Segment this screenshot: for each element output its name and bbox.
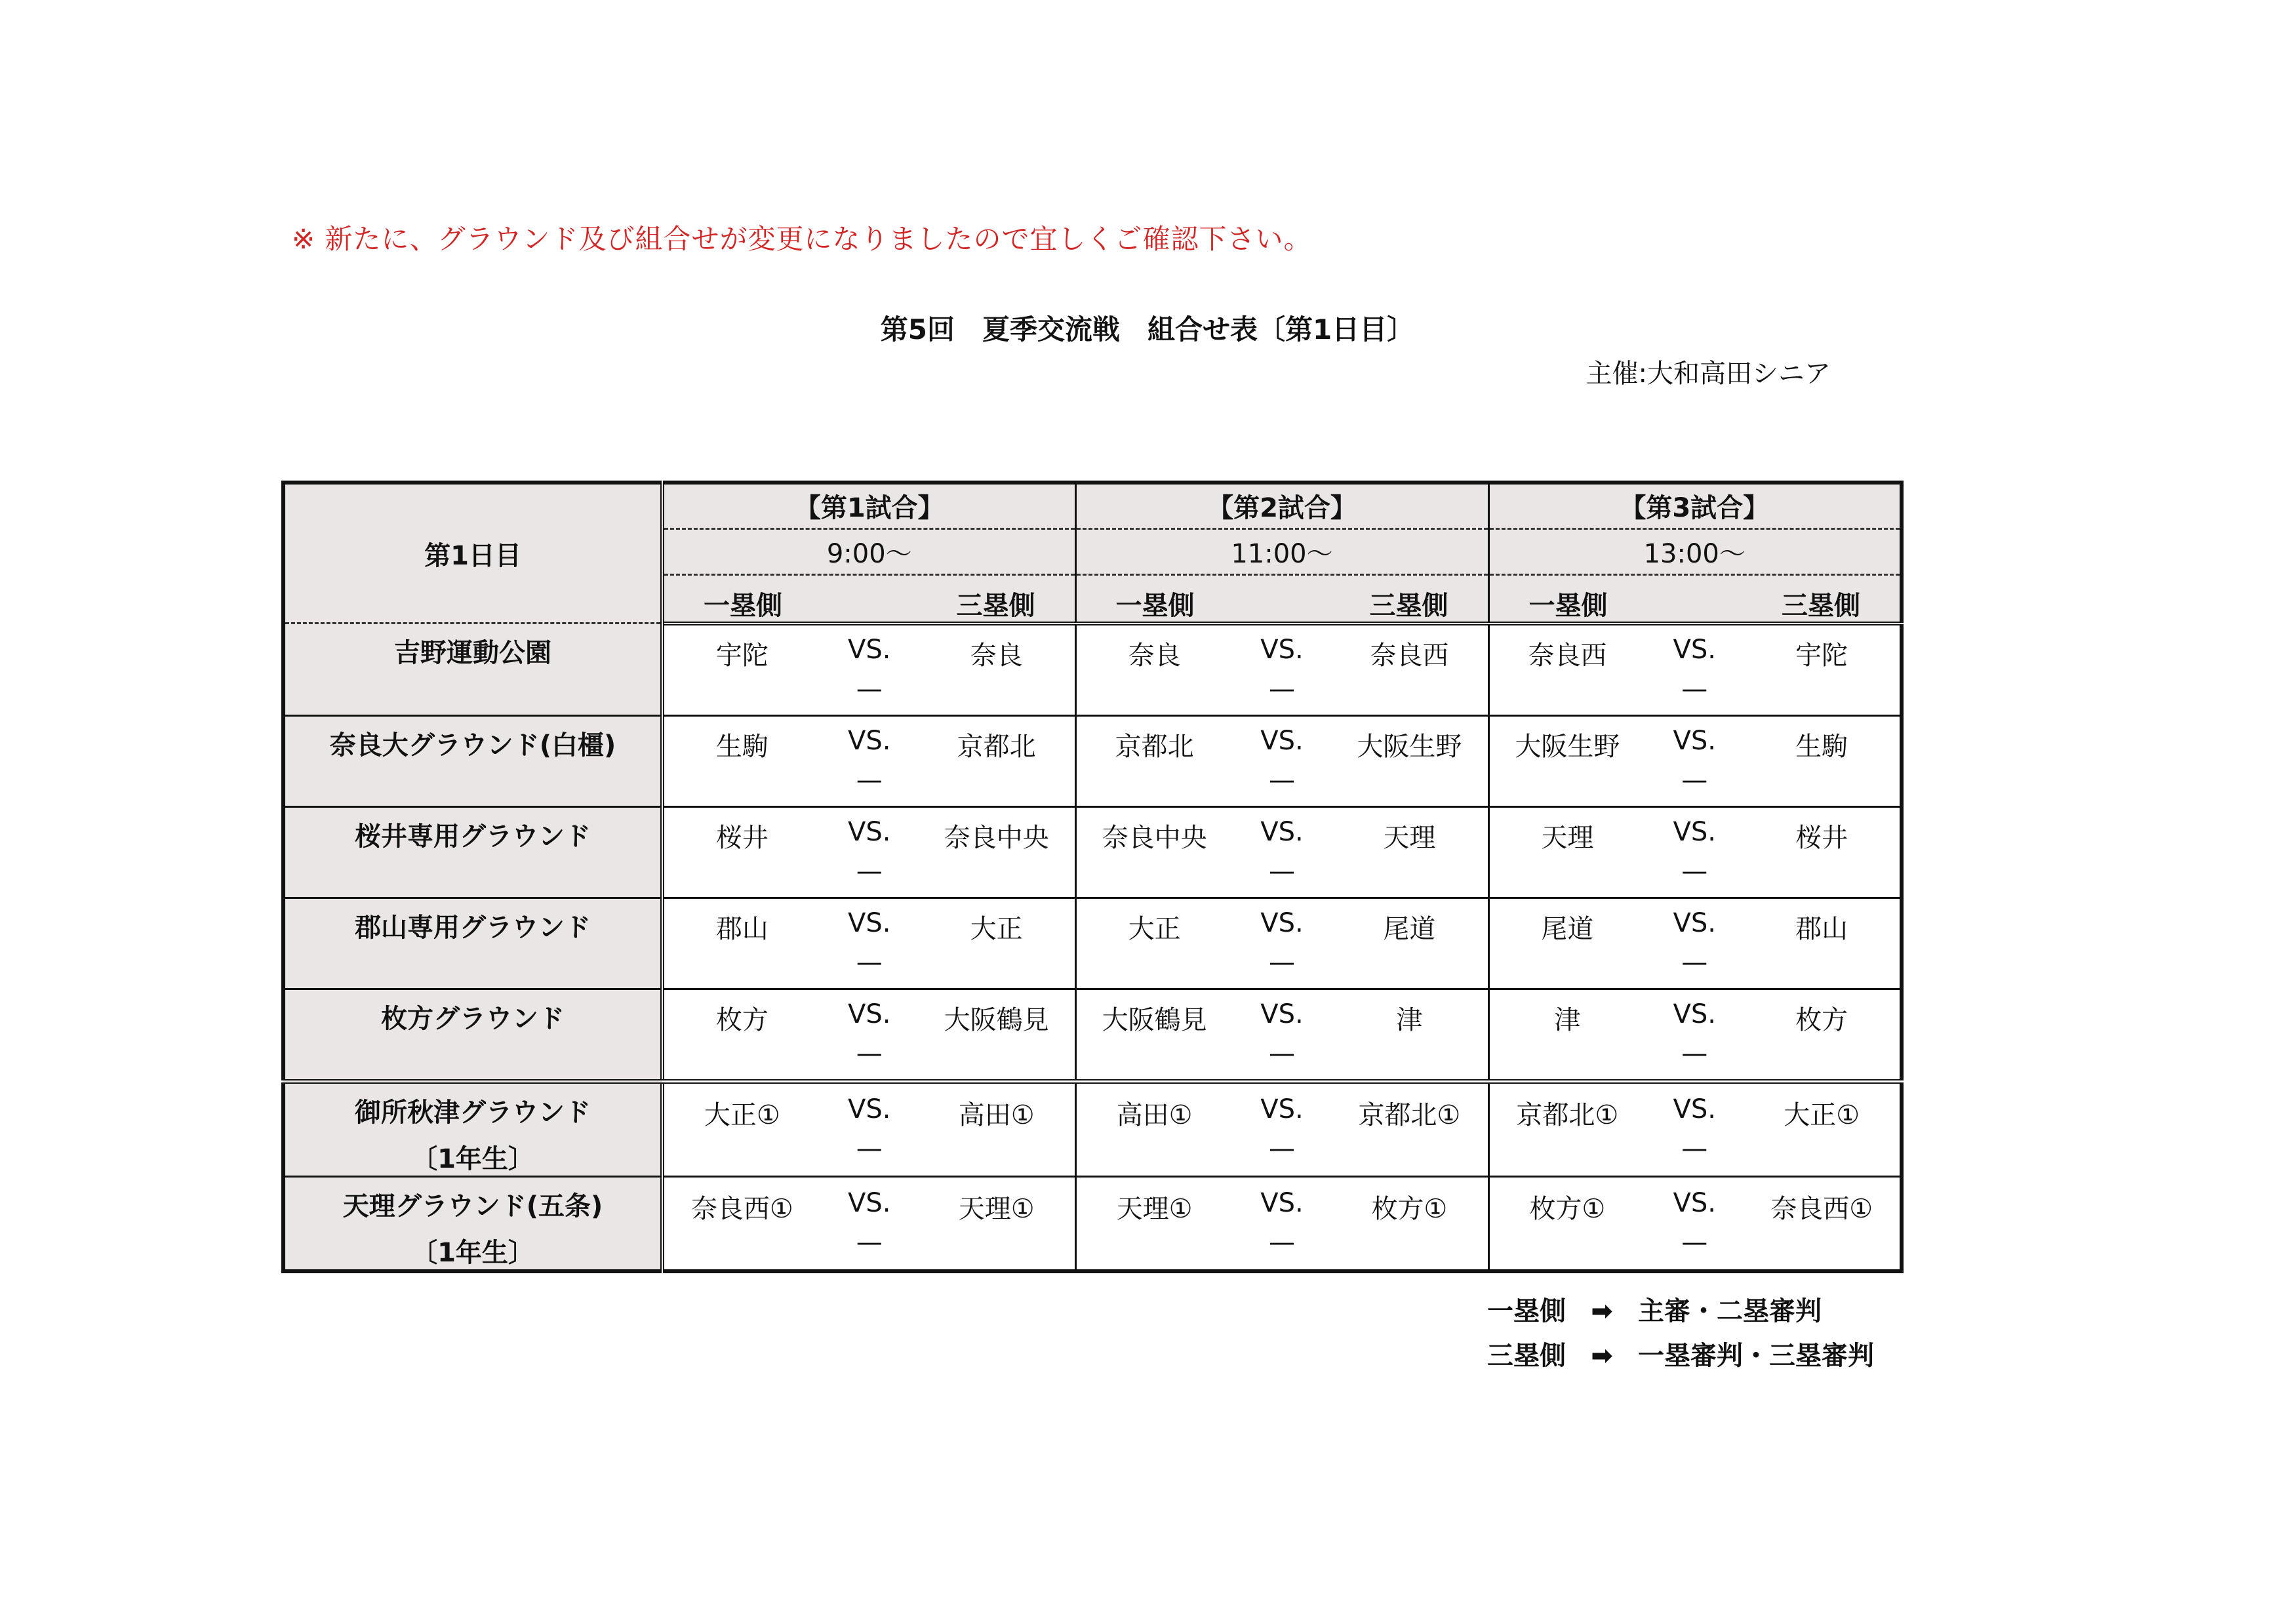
score-dash: —	[856, 856, 883, 886]
vs-label: VS.	[1260, 816, 1304, 847]
match-cell	[1488, 1081, 1902, 1176]
vs-label: VS.	[1673, 725, 1716, 756]
legend-third-side	[1487, 1335, 1874, 1372]
third-base-team: 大阪生野	[1357, 731, 1462, 762]
day-label-cell	[283, 483, 662, 624]
first-base-team: 桜井	[715, 822, 768, 853]
first-base-team: 京都北①	[1516, 1099, 1619, 1130]
ground-row	[283, 1081, 1902, 1176]
ground-row	[283, 715, 1902, 806]
third-base-team: 宇陀	[1795, 640, 1848, 671]
third-base-team: 桜井	[1795, 822, 1848, 853]
ground-name-cell	[283, 898, 662, 989]
score-dash: —	[1681, 764, 1708, 795]
vs-label: VS.	[1260, 1187, 1304, 1218]
match-cell	[1075, 624, 1488, 716]
first-base-team: 生駒	[715, 731, 768, 762]
match-cell	[1075, 806, 1488, 898]
ground-name: 桜井専用グラウンド	[355, 821, 591, 852]
vs-label: VS.	[1673, 1187, 1716, 1218]
side-header-1	[662, 574, 1075, 624]
first-base-team: 天理①	[1116, 1193, 1193, 1224]
ground-name: 御所秋津グラウンド	[355, 1097, 591, 1128]
third-base-side-label: 三塁側	[1369, 590, 1448, 621]
match-cell	[1075, 1176, 1488, 1271]
match-cell	[1488, 898, 1902, 989]
third-base-team: 津	[1396, 1004, 1423, 1035]
vs-label: VS.	[1673, 999, 1716, 1029]
first-base-team: 京都北	[1115, 731, 1194, 762]
score-dash: —	[1681, 1038, 1708, 1069]
vs-label: VS.	[848, 1187, 891, 1218]
match-cell	[1488, 806, 1902, 898]
match-cell	[1488, 1176, 1902, 1271]
score-dash: —	[1268, 856, 1295, 886]
document-title: 第5回 夏季交流戦 組合せ表〔第1日目〕	[880, 313, 1415, 346]
vs-label: VS.	[1260, 907, 1304, 938]
game-2-time: 11:00～	[1075, 528, 1488, 574]
ground-row	[283, 624, 1902, 716]
score-dash: —	[856, 1227, 883, 1258]
ground-name: 天理グラウンド(五条)	[342, 1191, 603, 1221]
ground-row	[283, 806, 1902, 898]
ground-name: 枚方グラウンド	[381, 1003, 565, 1034]
vs-label: VS.	[848, 816, 891, 847]
score-dash: —	[1268, 673, 1295, 704]
first-base-team: 天理	[1541, 822, 1594, 853]
legend-side: 一塁側	[1487, 1296, 1566, 1326]
ground-name: 奈良大グラウンド(白橿)	[329, 730, 616, 761]
third-base-team: 大正①	[1784, 1099, 1860, 1130]
match-cell	[1488, 715, 1902, 806]
ground-name: 郡山専用グラウンド	[355, 912, 591, 943]
first-base-team: 大阪鶴見	[1102, 1004, 1207, 1035]
ground-row	[283, 989, 1902, 1081]
score-dash: —	[1681, 1227, 1708, 1258]
score-dash: —	[856, 1133, 883, 1164]
score-dash: —	[1681, 856, 1708, 886]
ground-name-cell	[283, 624, 662, 716]
change-notice: ※ 新たに、グラウンド及び組合せが変更になりましたので宜しくご確認下さい。	[292, 223, 1312, 255]
third-base-team: 奈良中央	[944, 822, 1049, 853]
score-dash: —	[1268, 1227, 1295, 1258]
ground-sub-label: 〔1年生〕	[411, 1143, 534, 1174]
score-dash: —	[1681, 947, 1708, 978]
first-base-side-label: 一塁側	[1528, 590, 1608, 621]
match-cell	[1488, 989, 1902, 1081]
ground-row	[283, 898, 1902, 989]
day-label: 第1日目	[424, 540, 521, 571]
game-1-time: 9:00～	[662, 528, 1075, 574]
score-dash: —	[1268, 1133, 1295, 1164]
third-base-team: 大正	[970, 913, 1023, 944]
third-base-team: 枚方	[1795, 1004, 1848, 1035]
first-base-team: 津	[1554, 1004, 1581, 1035]
first-base-team: 奈良西①	[690, 1193, 793, 1224]
match-cell	[1488, 624, 1902, 716]
third-base-team: 天理	[1383, 822, 1436, 853]
game-3-label: 【第3試合】	[1488, 483, 1902, 528]
match-cell	[662, 898, 1075, 989]
first-base-team: 郡山	[715, 913, 768, 944]
first-base-team: 大阪生野	[1515, 731, 1620, 762]
match-cell	[662, 1176, 1075, 1271]
first-base-team: 奈良中央	[1102, 822, 1207, 853]
third-base-team: 尾道	[1383, 913, 1436, 944]
match-cell	[662, 989, 1075, 1081]
score-dash: —	[856, 947, 883, 978]
match-cell	[662, 806, 1075, 898]
vs-label: VS.	[848, 999, 891, 1029]
game-3-time: 13:00～	[1488, 528, 1902, 574]
first-base-team: 奈良	[1128, 640, 1181, 671]
vs-label: VS.	[848, 907, 891, 938]
schedule-table	[281, 481, 1904, 1273]
first-base-side-label: 一塁側	[704, 590, 782, 621]
side-header-3	[1488, 574, 1902, 624]
match-cell	[662, 624, 1075, 716]
third-base-team: 生駒	[1795, 731, 1848, 762]
match-cell	[662, 1081, 1075, 1176]
ground-name-cell	[283, 1081, 662, 1176]
legend-duty: 一塁審判・三塁審判	[1638, 1341, 1874, 1371]
ground-name-cell	[283, 806, 662, 898]
match-cell	[1075, 989, 1488, 1081]
first-base-team: 高田①	[1116, 1099, 1193, 1130]
vs-label: VS.	[1673, 816, 1716, 847]
first-base-team: 大正①	[704, 1099, 780, 1130]
first-base-team: 枚方①	[1529, 1193, 1606, 1224]
vs-label: VS.	[848, 634, 891, 665]
first-base-team: 尾道	[1541, 913, 1594, 944]
legend-side: 三塁側	[1487, 1341, 1566, 1371]
game-2-label: 【第2試合】	[1075, 483, 1488, 528]
first-base-side-label: 一塁側	[1115, 590, 1195, 621]
vs-label: VS.	[848, 725, 891, 756]
vs-label: VS.	[1260, 725, 1304, 756]
ground-name-cell	[283, 989, 662, 1081]
ground-sub-label: 〔1年生〕	[411, 1237, 534, 1268]
first-base-team: 枚方	[715, 1004, 768, 1035]
vs-label: VS.	[1260, 1094, 1304, 1124]
third-base-team: 高田①	[958, 1099, 1035, 1130]
ground-name-cell	[283, 1176, 662, 1271]
score-dash: —	[1268, 764, 1295, 795]
host-label: 主催:大和高田シニア	[1586, 359, 1831, 389]
score-dash: —	[1268, 1038, 1295, 1069]
vs-label: VS.	[848, 1094, 891, 1124]
score-dash: —	[1268, 947, 1295, 978]
third-base-team: 奈良	[970, 640, 1023, 671]
right-arrow-icon: ➡	[1591, 1296, 1613, 1326]
match-cell	[1075, 898, 1488, 989]
score-dash: —	[856, 1038, 883, 1069]
right-arrow-icon: ➡	[1591, 1341, 1613, 1371]
vs-label: VS.	[1673, 907, 1716, 938]
ground-name: 吉野運動公園	[394, 638, 551, 668]
match-cell	[662, 715, 1075, 806]
side-header-2	[1075, 574, 1488, 624]
score-dash: —	[856, 673, 883, 704]
third-base-side-label: 三塁側	[956, 590, 1035, 621]
third-base-team: 大阪鶴見	[944, 1004, 1049, 1035]
score-dash: —	[1681, 1133, 1708, 1164]
vs-label: VS.	[1260, 634, 1304, 665]
third-base-team: 郡山	[1795, 913, 1848, 944]
first-base-team: 奈良西	[1528, 640, 1607, 671]
third-base-team: 京都北	[957, 731, 1036, 762]
third-base-side-label: 三塁側	[1782, 590, 1860, 621]
vs-label: VS.	[1260, 999, 1304, 1029]
vs-label: VS.	[1673, 1094, 1716, 1124]
third-base-team: 奈良西	[1370, 640, 1449, 671]
third-base-team: 天理①	[958, 1193, 1035, 1224]
game-1-label: 【第1試合】	[662, 483, 1075, 528]
first-base-team: 宇陀	[715, 640, 768, 671]
third-base-team: 枚方①	[1371, 1193, 1448, 1224]
score-dash: —	[1681, 673, 1708, 704]
vs-label: VS.	[1673, 634, 1716, 665]
ground-name-cell	[283, 715, 662, 806]
match-cell	[1075, 715, 1488, 806]
legend-first-side	[1487, 1290, 1822, 1328]
legend-duty: 主審・二塁審判	[1638, 1296, 1822, 1326]
score-dash: —	[856, 764, 883, 795]
first-base-team: 大正	[1128, 913, 1181, 944]
third-base-team: 奈良西①	[1770, 1193, 1873, 1224]
third-base-team: 京都北①	[1358, 1099, 1461, 1130]
ground-row	[283, 1176, 1902, 1271]
match-cell	[1075, 1081, 1488, 1176]
